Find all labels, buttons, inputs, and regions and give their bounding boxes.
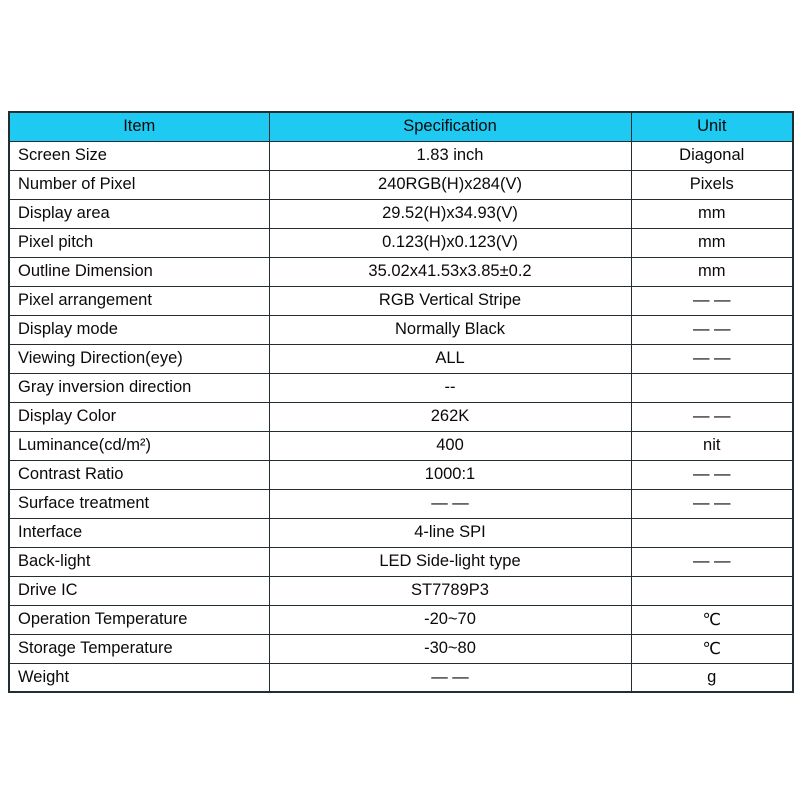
unit-cell: — —	[631, 286, 793, 315]
table-row	[9, 228, 793, 257]
spec-cell: 29.52(H)x34.93(V)	[269, 199, 631, 228]
table-row	[9, 605, 793, 634]
item-cell: Storage Temperature	[9, 634, 269, 663]
unit-cell	[631, 576, 793, 605]
unit-cell: — —	[631, 460, 793, 489]
unit-cell: — —	[631, 344, 793, 373]
unit-cell	[631, 518, 793, 547]
item-cell: Viewing Direction(eye)	[9, 344, 269, 373]
table-row	[9, 170, 793, 199]
table-row	[9, 199, 793, 228]
item-cell: Screen Size	[9, 141, 269, 170]
spec-cell: LED Side-light type	[269, 547, 631, 576]
unit-cell: Pixels	[631, 170, 793, 199]
unit-cell: — —	[631, 402, 793, 431]
spec-cell: -20~70	[269, 605, 631, 634]
unit-cell: — —	[631, 547, 793, 576]
column-header-unit: Unit	[631, 112, 793, 141]
item-cell: Contrast Ratio	[9, 460, 269, 489]
table-row	[9, 663, 793, 692]
table-header-row	[9, 112, 793, 141]
table-row	[9, 489, 793, 518]
spec-cell: RGB Vertical Stripe	[269, 286, 631, 315]
table-row	[9, 518, 793, 547]
item-cell: Pixel pitch	[9, 228, 269, 257]
table-row	[9, 460, 793, 489]
table-row	[9, 402, 793, 431]
unit-cell	[631, 373, 793, 402]
unit-cell: nit	[631, 431, 793, 460]
spec-cell: 400	[269, 431, 631, 460]
table-row	[9, 576, 793, 605]
item-cell: Pixel arrangement	[9, 286, 269, 315]
spec-cell: 240RGB(H)x284(V)	[269, 170, 631, 199]
table-row	[9, 286, 793, 315]
item-cell: Weight	[9, 663, 269, 692]
spec-cell: — —	[269, 489, 631, 518]
unit-cell: mm	[631, 199, 793, 228]
column-header-item: Item	[9, 112, 269, 141]
table-row	[9, 431, 793, 460]
table-row	[9, 315, 793, 344]
item-cell: Number of Pixel	[9, 170, 269, 199]
table-row	[9, 547, 793, 576]
spec-cell: ST7789P3	[269, 576, 631, 605]
table-body	[9, 141, 793, 692]
item-cell: Display Color	[9, 402, 269, 431]
item-cell: Operation Temperature	[9, 605, 269, 634]
unit-cell: mm	[631, 257, 793, 286]
unit-cell: — —	[631, 489, 793, 518]
spec-cell: — —	[269, 663, 631, 692]
item-cell: Luminance(cd/m²)	[9, 431, 269, 460]
unit-cell: ℃	[631, 634, 793, 663]
item-cell: Display mode	[9, 315, 269, 344]
unit-cell: ℃	[631, 605, 793, 634]
unit-cell: g	[631, 663, 793, 692]
table-row	[9, 344, 793, 373]
unit-cell: — —	[631, 315, 793, 344]
table-row	[9, 141, 793, 170]
item-cell: Surface treatment	[9, 489, 269, 518]
spec-cell: -30~80	[269, 634, 631, 663]
column-header-specification: Specification	[269, 112, 631, 141]
spec-cell: --	[269, 373, 631, 402]
item-cell: Gray inversion direction	[9, 373, 269, 402]
table-row	[9, 634, 793, 663]
item-cell: Interface	[9, 518, 269, 547]
spec-cell: 1000:1	[269, 460, 631, 489]
specification-table	[8, 111, 794, 693]
unit-cell: Diagonal	[631, 141, 793, 170]
spec-cell: Normally Black	[269, 315, 631, 344]
spec-cell: 0.123(H)x0.123(V)	[269, 228, 631, 257]
spec-cell: 1.83 inch	[269, 141, 631, 170]
spec-cell: 262K	[269, 402, 631, 431]
table-row	[9, 257, 793, 286]
table-row	[9, 373, 793, 402]
unit-cell: mm	[631, 228, 793, 257]
spec-cell: 4-line SPI	[269, 518, 631, 547]
spec-cell: 35.02x41.53x3.85±0.2	[269, 257, 631, 286]
item-cell: Back-light	[9, 547, 269, 576]
spec-cell: ALL	[269, 344, 631, 373]
item-cell: Drive IC	[9, 576, 269, 605]
item-cell: Display area	[9, 199, 269, 228]
item-cell: Outline Dimension	[9, 257, 269, 286]
